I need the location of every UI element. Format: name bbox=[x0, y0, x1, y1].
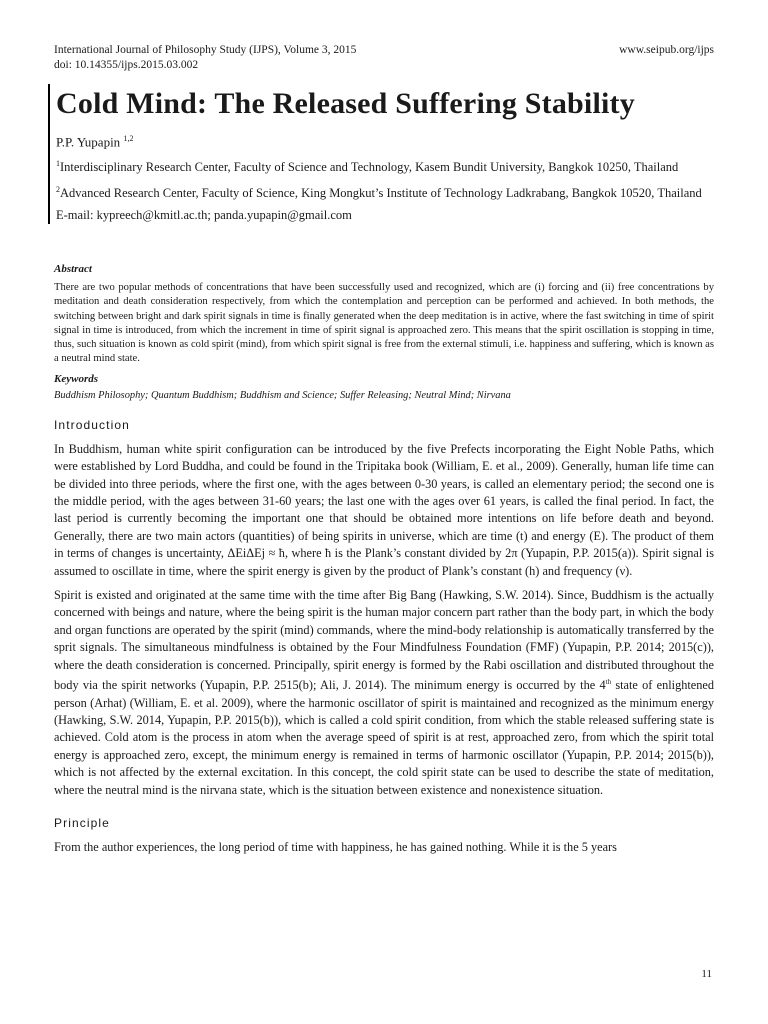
page-number: 11 bbox=[701, 968, 712, 980]
introduction-paragraph-2-part-b: state of enlightened person (Arhat) (William, E. et al. 2009), where the harmonic oscillator of spirit is maintained and recognized as the minimum energy (Hawking, S.W. 2014, Yupapin, P.P. 2015(b)), which is called a cold spirit condition, from which the stable released suffering state is achieved. Cold atom is the process in atom when the average speed of spirit is at rest, approached zero, from which the spirit total energy is approached zero, except, the minimum energy is remained in terms of harmonic oscillator (Yupapin, P.P. 2014; 2015(b)), which is not affected by the external excitation. In this concept, the cold spirit state can be used to describe the state of meditation, where the neutral mind is the nirvana state, which is the situation between existence and nonexistence situation. bbox=[54, 678, 714, 797]
abstract-text: There are two popular methods of concentrations that have been successfully used and recognized, which are (i) forcing and (ii) free concentrations by meditation and death consideration respectively, from which the contemplation and perception can be performed and achieved. In both methods, the switching between bright and dark spirit signals in time is finally generated when the deep meditation is in active, where the fast switching in time of spirit signal in time is introduced, from which the increment in time of spirit signal is approached zero. This means that the spirit oscillation is stopping in time, thus, such situation is known as cold spirit (mind), from which spirit signal is free from the external stimuli, i.e. happiness and suffering, which is known as a neutral mind state. bbox=[54, 282, 714, 365]
affiliation-1-text: Interdisciplinary Research Center, Faculty of Science and Technology, Kasem Bundit University, Bangkok 10250, Thailand bbox=[60, 160, 679, 175]
affiliation-1-marker: 1 bbox=[56, 159, 60, 169]
abstract-heading: Abstract bbox=[54, 263, 92, 275]
paper-body bbox=[54, 263, 714, 863]
introduction-paragraph-2 bbox=[54, 587, 714, 799]
running-header bbox=[54, 43, 714, 73]
journal-name: International Journal of Philosophy Study (IJPS), Volume 3, 2015 bbox=[54, 44, 357, 56]
author-affiliation-marker: 1,2 bbox=[123, 134, 134, 143]
keywords-heading: Keywords bbox=[54, 372, 98, 385]
author-line bbox=[56, 130, 722, 151]
keywords-text: Buddhism Philosophy; Quantum Buddhism; Buddhism and Science; Suffer Releasing; Neutral Mind; Nirvana bbox=[54, 389, 511, 401]
principle-paragraph-1: From the author experiences, the long period of time with happiness, he has gained nothing. While it is the 5 years bbox=[54, 840, 617, 854]
title-block bbox=[48, 84, 722, 224]
affiliation-1 bbox=[56, 155, 722, 177]
affiliation-2-marker: 2 bbox=[56, 184, 60, 194]
author-name: P.P. Yupapin bbox=[56, 134, 121, 150]
paper-title: Cold Mind: The Released Suffering Stability bbox=[56, 87, 635, 120]
affiliation-2 bbox=[56, 181, 722, 203]
introduction-heading: Introduction bbox=[54, 417, 130, 432]
journal-website[interactable]: www.seipub.org/ijps bbox=[619, 44, 714, 56]
principle-heading: Principle bbox=[54, 816, 110, 830]
introduction-paragraph-1: In Buddhism, human white spirit configuration can be introduced by the five Prefects incorporating the Eight Noble Paths, which were established by Lord Buddha, and could be found in the Tripitaka book (William, E. et al., 2009). Generally, human life time can be divided into three periods, where the first one, with the ages between 0-30 years, is called an elementary period; the second one is the middle period, with the ages between 31-60 years; the last one with the ages over 61 years, is called the final period. In fact, the last period is currently becoming the important one that should be obtained more intentions on life before death and beyond. Generally, there are two main actors (quantities) of being spirits in universe, which are time (t) and energy (E). The product of them in terms of changes is uncertainty, ΔEiΔEj ≈ ħ, where ħ is the Plank’s constant divided by 2π (Yupapin, P.P. 2015(a)). Spirit signal is assumed to oscillate in time, where the spirit energy is given by the product of Plank’s constant (h) and frequency (ν). bbox=[54, 441, 714, 578]
doi: doi: 10.14355/ijps.2015.03.002 bbox=[54, 59, 199, 71]
contact-email[interactable]: E-mail: kypreech@kmitl.ac.th; panda.yupapin@gmail.com bbox=[56, 207, 352, 222]
affiliation-2-text: Advanced Research Center, Faculty of Science, King Mongkut’s Institute of Technology Ladkrabang, Bangkok 10520, Thailand bbox=[60, 186, 702, 201]
ordinal-suffix: th bbox=[605, 678, 612, 687]
introduction-paragraph-2-part-a: Spirit is existed and originated at the same time with the time after Big Bang (Hawking, S.W. 2014). Since, Buddhism is the actually concerned with beings and nature, where the being spirit is the human major concern part rather than the body part, in which the body and organ functions are operated by the spirit (mind) commands, where the mind-body relationship is automatically transferred by the sprit signals. The simultaneous mindfulness is obtained by the Four Mindfulness Foundation (FMF) (Yupapin, P.P. 2014; 2015(c)), where the death consideration is concerned. Principally, spirit energy is formed by the Rabi oscillation and distributed throughout the body via the spirit networks (Yupapin, P.P. 2515(b); Ali, J. 2014). The minimum energy is occurred by the 4 bbox=[54, 588, 714, 693]
